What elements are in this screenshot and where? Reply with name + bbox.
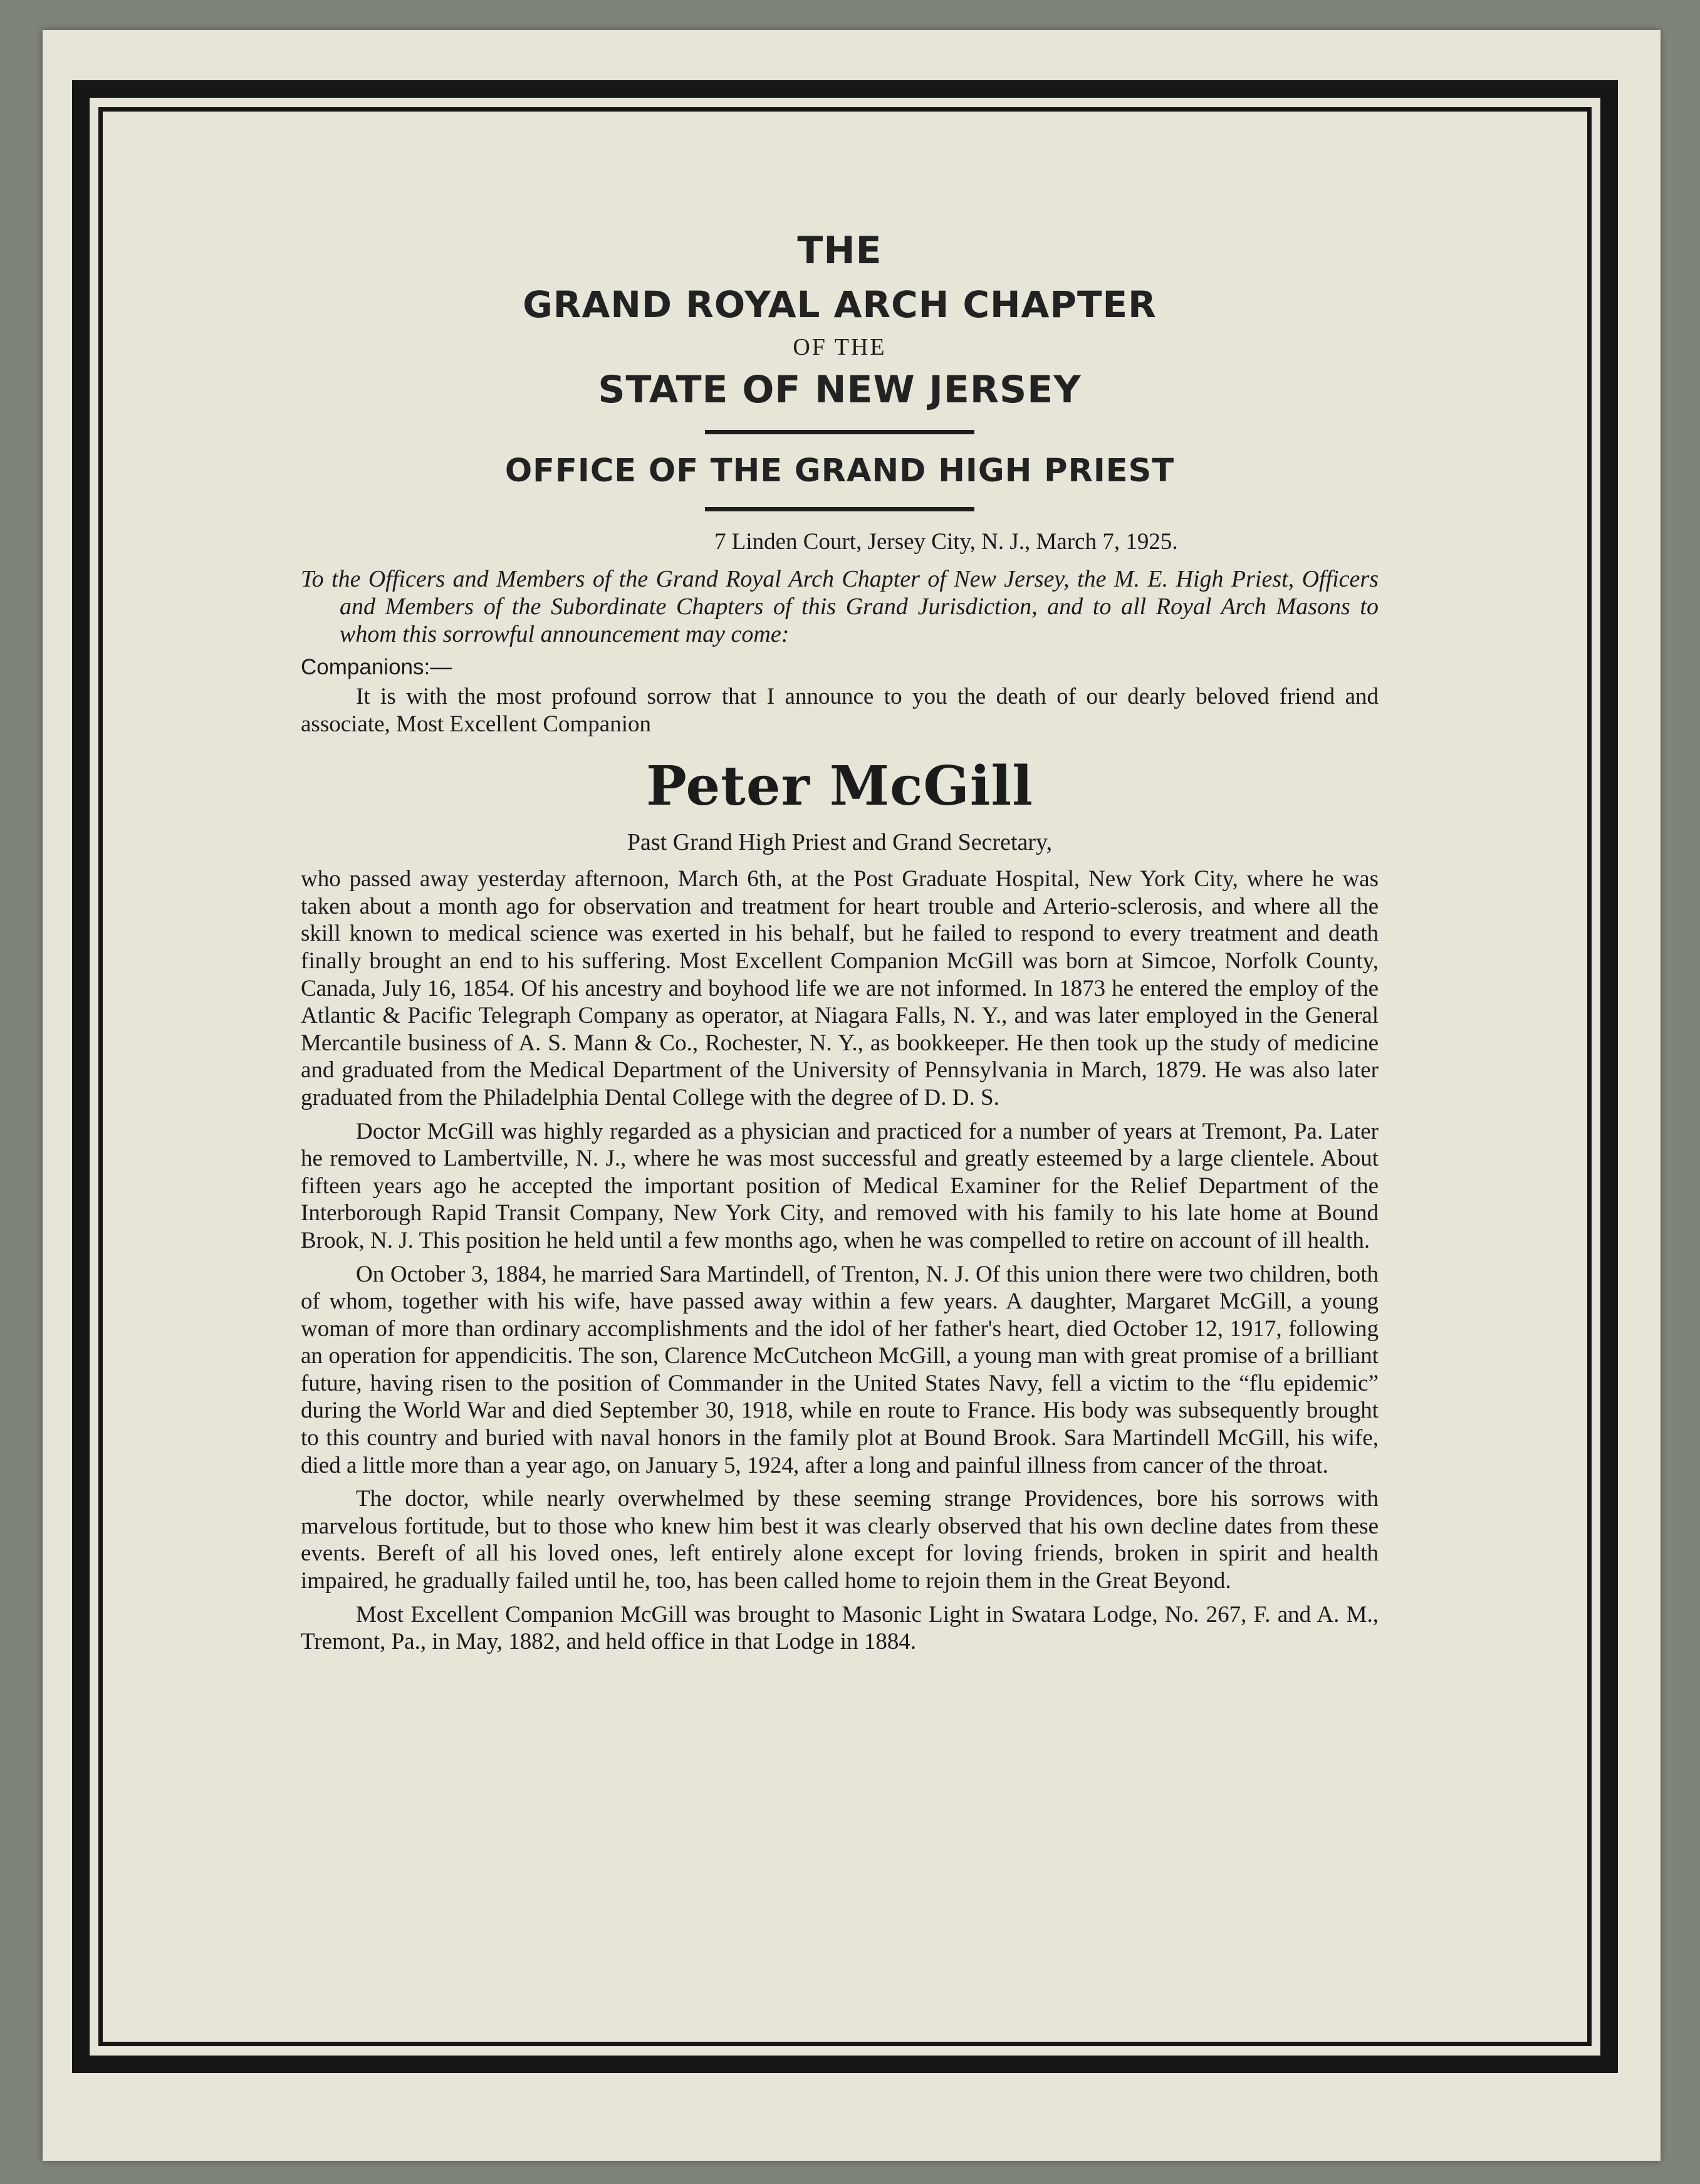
- deceased-title: Past Grand High Priest and Grand Secretary,: [627, 829, 1053, 856]
- heading-rule-2: [705, 507, 974, 511]
- body-paragraph: who passed away yesterday afternoon, March 6th, at the Post Graduate Hospital, New York City, where he was taken about a month ago for observation and treatment for heart trouble and Arterio-sclerosis, and where all the skill known to medical science was exerted in his behalf, but he failed to respond to every treatment and death finally brought an end to his suffering. Most Excellent Companion McGill was born at Simcoe, Norfolk County, Canada, July 16, 1854. Of his ancestry and boyhood life we are not informed. In 1873 he entered the employ of the Atlantic & Pacific Telegraph Company as operator, at Niagara Falls, N. Y., and was later employed in the General Mercantile business of A. S. Mann & Co., Rochester, N. Y., as bookkeeper. He then took up the study of medicine and graduated from the Medical Department of the University of Pennsylvania in March, 1879. He was also later graduated from the Philadelphia Dental College with the degree of D. D. S.: [301, 866, 1379, 1110]
- heading-chapter: GRAND ROYAL ARCH CHAPTER: [523, 283, 1157, 326]
- heading-the: THE: [797, 229, 882, 273]
- heading-of-the: OF THE: [793, 334, 887, 360]
- heading-rule-1: [705, 430, 974, 434]
- letter-body: [301, 226, 1379, 1656]
- salutation: To the Officers and Members of the Grand Royal Arch Chapter of New Jersey, the M. E. High Priest, Officers and Members of the Subordinate Chapters of this Grand Jurisdiction, and to all Royal Arch Masons to whom this sorrowful announcement may come:: [301, 566, 1379, 647]
- body-paragraph: Most Excellent Companion McGill was brought to Masonic Light in Swatara Lodge, No. 267, F. and A. M., Tremont, Pa., in May, 1882, and held office in that Lodge in 1884.: [301, 1601, 1379, 1655]
- companions-greeting: Companions:—: [301, 655, 452, 679]
- body-paragraph: On October 3, 1884, he married Sara Martindell, of Trenton, N. J. Of this union there were two children, both of whom, together with his wife, have passed away within a few years. A daughter, Margaret McGill, a young woman of more than ordinary accomplishments and the idol of her father's heart, died October 12, 1917, following an operation for appendicitis. The son, Clarence McCutcheon McGill, a young man with great promise of a brilliant future, having risen to the position of Commander in the United States Navy, fell a victim to the “flu epidemic” during the World War and died September 30, 1918, while en route to France. His body was subsequently brought to this country and buried with naval honors in the family plot at Bound Brook. Sara Martindell McGill, his wife, died a little more than a year ago, on January 5, 1924, after a long and painful illness from cancer of the throat.: [301, 1261, 1379, 1478]
- body-paragraph: The doctor, while nearly overwhelmed by these seeming strange Providences, bore his sorrows with marvelous fortitude, but to those who knew him best it was clearly observed that his own decline dates from these events. Bereft of all his loved ones, left entirely alone except for loving friends, broken in spirit and health impaired, he gradually failed until he, too, has been called home to rejoin them in the Great Beyond.: [301, 1486, 1379, 1594]
- heading-office: OFFICE OF THE GRAND HIGH PRIEST: [504, 452, 1175, 489]
- heading-state: STATE OF NEW JERSEY: [598, 368, 1082, 412]
- dateline: 7 Linden Court, Jersey City, N. J., March 7, 1925.: [714, 529, 1178, 555]
- intro-paragraph: It is with the most profound sorrow that I announce to you the death of our dearly beloved friend and associate, Most Excellent Companion: [301, 684, 1379, 737]
- body-paragraph: Doctor McGill was highly regarded as a physician and practiced for a number of years at Tremont, Pa. Later he removed to Lambertville, N. J., where he was most successful and greatly esteemed by a large clientele. About fifteen years ago he accepted the important position of Medical Examiner for the Relief Department of the Interborough Rapid Transit Company, New York City, and removed with his family to his late home at Bound Brook, N. J. This position he held until a few months ago, when he was compelled to retire on account of ill health.: [301, 1118, 1379, 1253]
- deceased-name: Peter McGill: [646, 755, 1033, 818]
